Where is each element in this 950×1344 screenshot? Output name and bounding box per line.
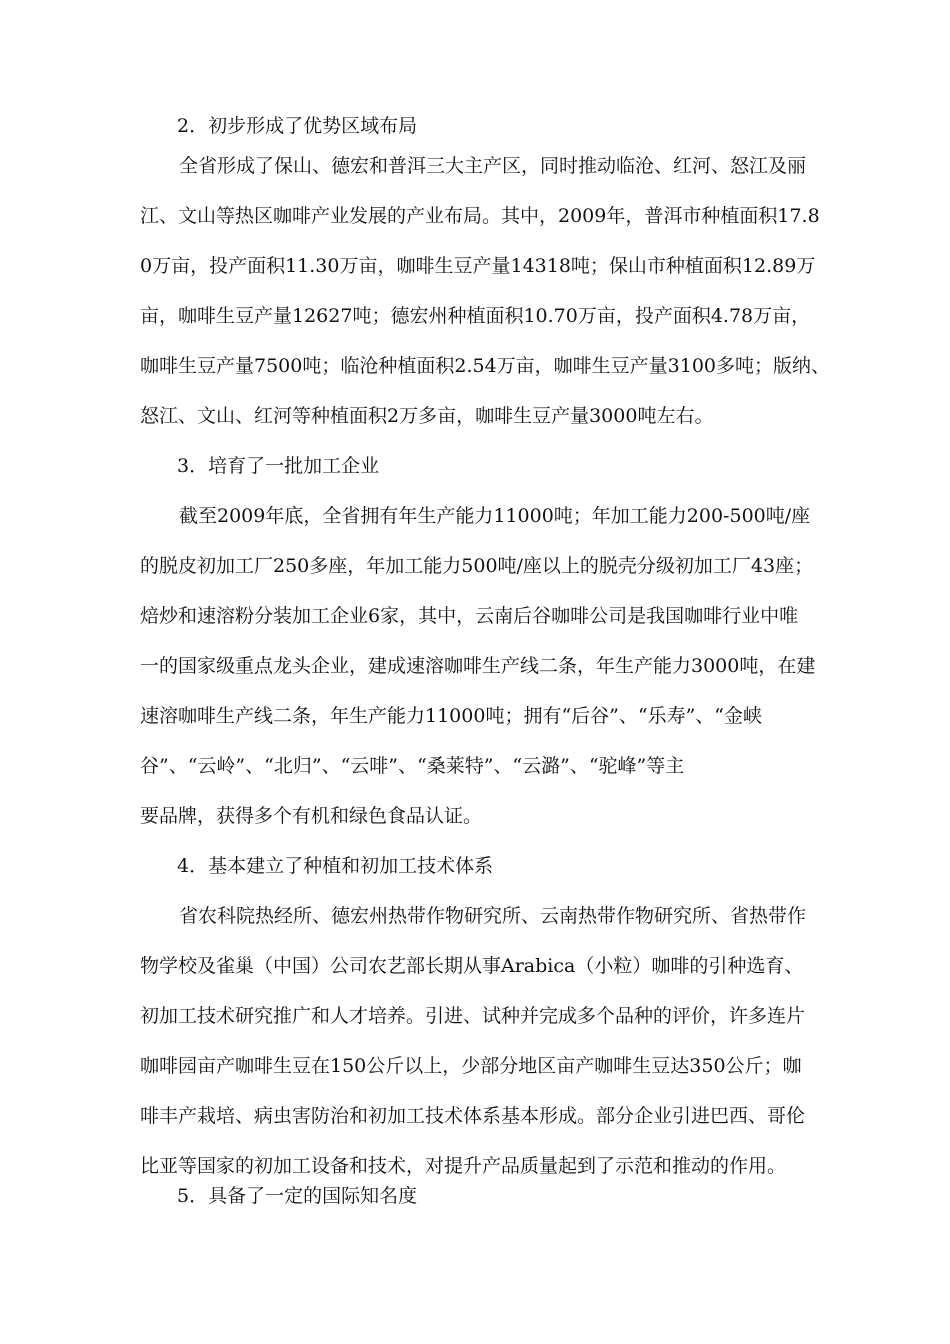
paragraph-line: 初加工技术研究推广和人才培养。引进、试种并完成多个品种的评价，许多连片 [140, 1005, 806, 1027]
paragraph-line: 焙炒和速溶粉分装加工企业6家，其中，云南后谷咖啡公司是我国咖啡行业中唯 [140, 605, 799, 627]
paragraph-line: 比亚等国家的初加工设备和技术，对提升产品质量起到了示范和推动的作用。 [140, 1155, 787, 1177]
paragraph-line: 省农科院热经所、德宏州热带作物研究所、云南热带作物研究所、省热带作 [179, 905, 807, 927]
paragraph-line: 速溶咖啡生产线二条，年生产能力11000吨；拥有“后谷”、“乐寿”、“金峡 [140, 705, 763, 727]
paragraph-line: 一的国家级重点龙头企业，建成速溶咖啡生产线二条，年生产能力3000吨，在建 [140, 655, 816, 677]
section-heading-2: 2．初步形成了优势区域布局 [177, 115, 418, 137]
paragraph-line: 啡丰产栽培、病虫害防治和初加工技术体系基本形成。部分企业引进巴西、哥伦 [140, 1105, 806, 1127]
paragraph-line: 全省形成了保山、德宏和普洱三大主产区，同时推动临沧、红河、怒江及丽 [179, 155, 807, 177]
paragraph-line: 截至2009年底，全省拥有年生产能力11000吨；年加工能力200-500吨/座 [179, 505, 811, 527]
paragraph-line: 咖啡园亩产咖啡生豆在150公斤以上，少部分地区亩产咖啡生豆达350公斤；咖 [140, 1055, 802, 1077]
paragraph-line: 要品牌，获得多个有机和绿色食品认证。 [140, 805, 483, 827]
paragraph-line: 物学校及雀巢（中国）公司农艺部长期从事Arabica（小粒）咖啡的引种选育、 [140, 955, 804, 977]
section-heading-4: 4．基本建立了种植和初加工技术体系 [177, 855, 494, 877]
paragraph-line: 谷”、“云岭”、“北归”、“云啡”、“桑莱特”、“云潞”、“驼峰”等主 [140, 755, 685, 777]
paragraph-line: 0万亩，投产面积11.30万亩，咖啡生豆产量14318吨；保山市种植面积12.89万 [140, 255, 816, 277]
paragraph-line: 江、文山等热区咖啡产业发展的产业布局。其中，2009年，普洱市种植面积17.8 [140, 205, 820, 227]
paragraph-line: 亩，咖啡生豆产量12627吨；德宏州种植面积10.70万亩，投产面积4.78万亩， [140, 305, 811, 327]
paragraph-line: 怒江、文山、红河等种植面积2万多亩，咖啡生豆产量3000吨左右。 [140, 405, 714, 427]
paragraph-line: 咖啡生豆产量7500吨；临沧种植面积2.54万亩，咖啡生豆产量3100多吨；版纳、 [140, 355, 831, 377]
section-heading-3: 3．培育了一批加工企业 [177, 455, 380, 477]
section-heading-5: 5．具备了一定的国际知名度 [177, 1185, 418, 1207]
paragraph-line: 的脱皮初加工厂250多座，年加工能力500吨/座以上的脱壳分级初加工厂43座； [140, 555, 814, 577]
